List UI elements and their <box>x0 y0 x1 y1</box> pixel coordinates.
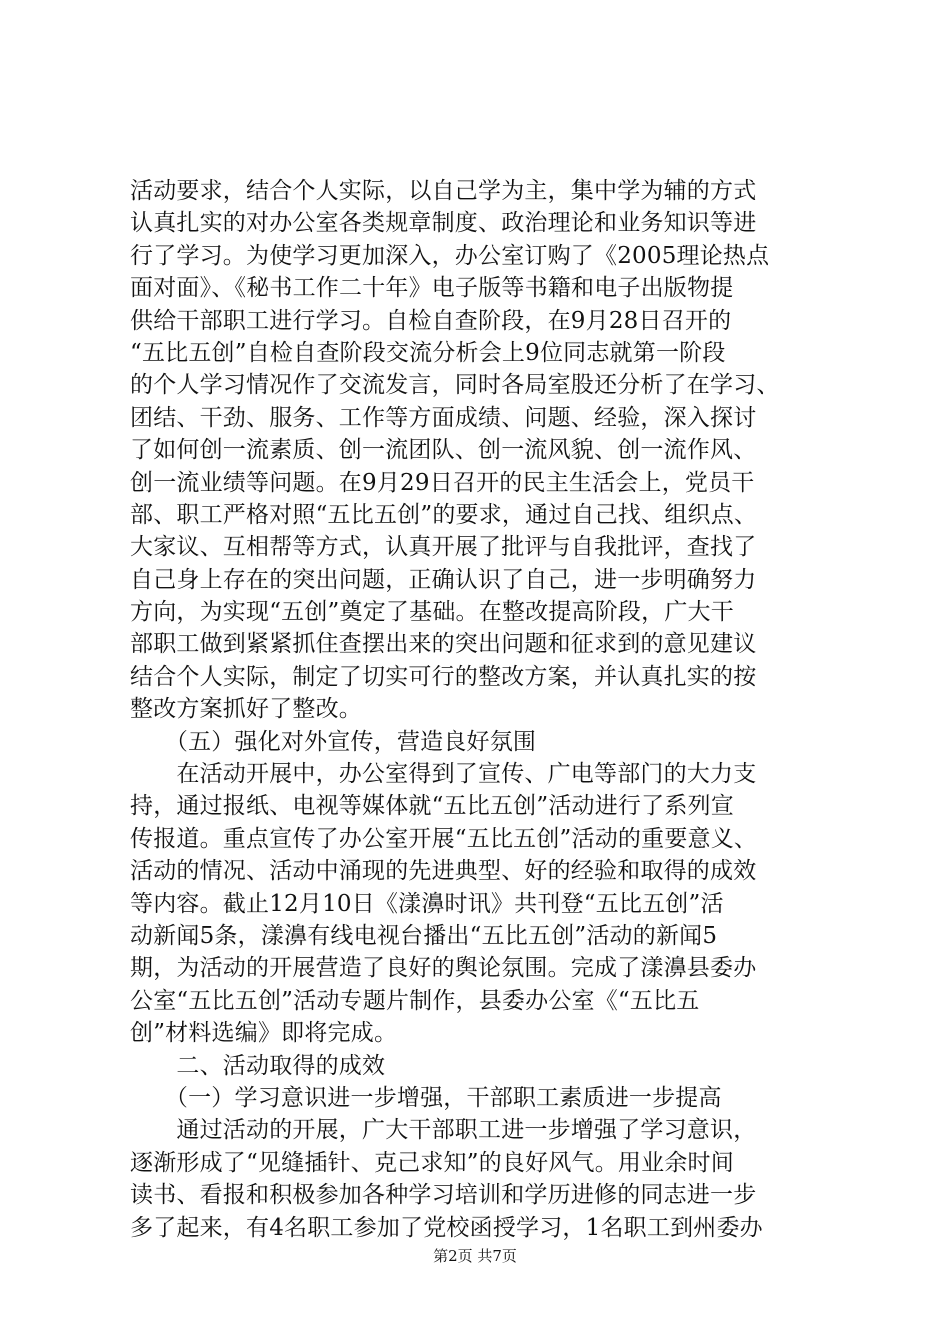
text-line: 了如何创一流素质、创一流团队、创一流风貌、创一流作风、 <box>130 437 757 464</box>
text-line: 等内容。截止12月10日《漾濞时讯》共刊登“五比五创”活 <box>130 890 724 917</box>
text-line: 面对面》、《秘书工作二十年》电子版等书籍和电子出版物提 <box>130 275 734 302</box>
text-line: 部职工做到紧紧抓住查摆出来的突出问题和征求到的意见建议 <box>130 631 757 658</box>
text-line: 部、职工严格对照“五比五创”的要求，通过自己找、组织点、 <box>130 501 758 528</box>
text-line: 整改方案抓好了整改。 <box>130 696 362 723</box>
text-line: 方向，为实现“五创”奠定了基础。在整改提高阶段，广大干 <box>130 599 734 626</box>
text-line: 团结、干劲、服务、工作等方面成绩、问题、经验，深入探讨 <box>130 404 757 431</box>
text-line: 期，为活动的开展营造了良好的舆论氛围。完成了漾濞县委办 <box>130 955 757 982</box>
text-line: 自己身上存在的突出问题，正确认识了自己，进一步明确努力 <box>130 566 757 593</box>
section-heading: （五）强化对外宣传，营造良好氛围 <box>130 728 537 755</box>
text-line: 结合个人实际，制定了切实可行的整改方案，并认真扎实的按 <box>130 663 757 690</box>
text-line: 大家议、互相帮等方式，认真开展了批评与自我批评，查找了 <box>130 534 757 561</box>
page-number: 第2页 共7页 <box>433 1247 517 1265</box>
text-line: 行了学习。为使学习更加深入，办公室订购了《2005理论热点 <box>130 242 770 269</box>
text-line: “五比五创”自检自查阶段交流分析会上9位同志就第一阶段 <box>130 339 726 366</box>
text-line: 逐渐形成了“见缝插针、克己求知”的良好风气。用业余时间 <box>130 1149 734 1176</box>
text-line: 读书、看报和积极参加各种学习培训和学历进修的同志进一步 <box>130 1182 757 1209</box>
text-line: 通过活动的开展，广大干部职工进一步增强了学习意识， <box>130 1117 757 1144</box>
text-line: 公室“五比五创”活动专题片制作，县委办公室《“五比五 <box>130 987 700 1014</box>
text-line: 认真扎实的对办公室各类规章制度、政治理论和业务知识等进 <box>130 210 757 237</box>
text-line: 创一流业绩等问题。在9月29日召开的民主生活会上，党员干 <box>130 469 755 496</box>
text-line: 供给干部职工进行学习。自检自查阶段，在9月28日召开的 <box>130 307 732 334</box>
text-line: 的个人学习情况作了交流发言，同时各局室股还分析了在学习、 <box>130 372 780 399</box>
text-line: 持，通过报纸、电视等媒体就“五比五创”活动进行了系列宣 <box>130 793 734 820</box>
text-line: 活动要求，结合个人实际，以自己学为主，集中学为辅的方式 <box>130 178 757 204</box>
subsection-heading: （一）学习意识进一步增强，干部职工素质进一步提高 <box>130 1084 722 1111</box>
text-line: 多了起来，有4名职工参加了党校函授学习，1名职工到州委办 <box>130 1214 763 1241</box>
section-heading: 二、活动取得的成效 <box>130 1052 386 1079</box>
document-body <box>130 175 835 1241</box>
text-line: 传报道。重点宣传了办公室开展“五比五创”活动的重要意义、 <box>130 825 758 852</box>
text-line: 动新闻5条，漾濞有线电视台播出“五比五创”活动的新闻5 <box>130 922 718 949</box>
text-line: 创”材料选编》即将完成。 <box>130 1020 398 1047</box>
text-line: 活动的情况、活动中涌现的先进典型、好的经验和取得的成效 <box>130 858 757 885</box>
text-line: 在活动开展中，办公室得到了宣传、广电等部门的大力支 <box>130 761 757 788</box>
